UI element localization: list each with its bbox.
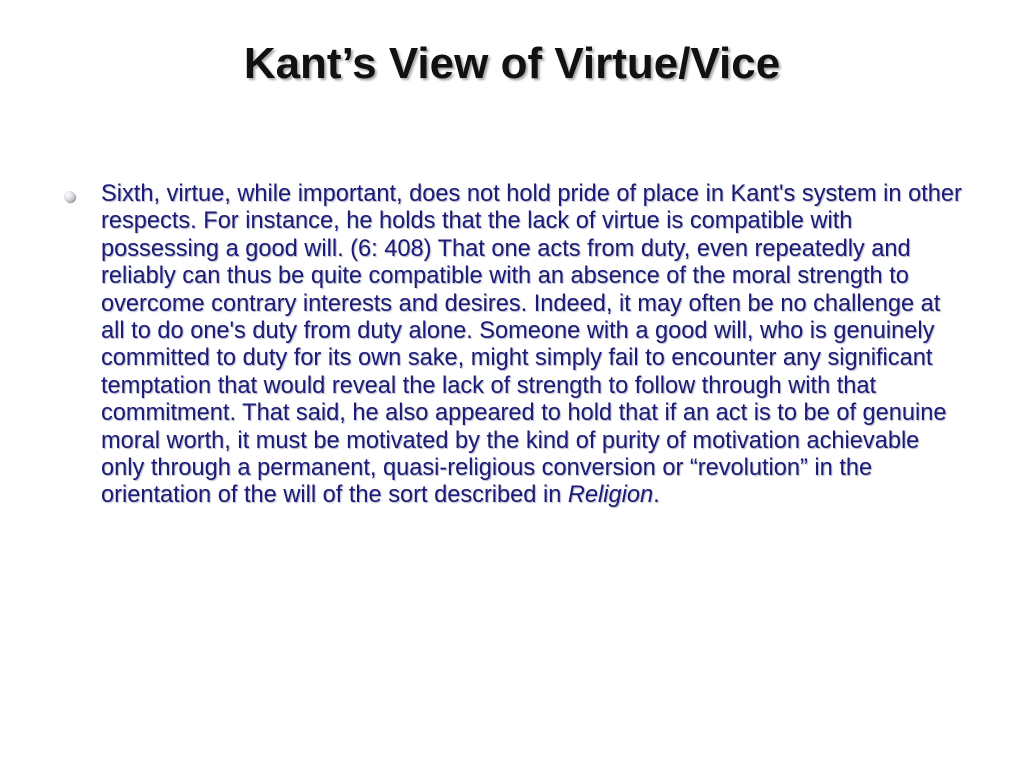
bullet-suffix: . <box>653 482 660 509</box>
bullet-dot-icon <box>64 191 75 202</box>
bullet-emphasis-religion: Religion <box>567 482 654 509</box>
bullet-text: Sixth, virtue, while important, does not hold pride of place in Kant's system in other respects. For instance, he holds that the lack of virtue is compatible with possessing a good will. (6: 408) That one acts from duty, even repeatedly and reliably can thus be quite compatible with an absence of the moral strength to overcome contrary interests and desires. Indeed, it may often be no challenge at all to do one's duty from duty alone. Someone with a good will, who is genuinely committed to duty for its own sake, might simply fail to encounter any significant temptation that would reveal the lack of strength to follow through with that commitment. That said, he also appeared to hold that if an act is to be of genuine moral worth, it must be motivated by the kind of purity of motivation achievable only through a permanent, quasi-religious conversion or “revolution” in the orientation of the will of the sort described in <box>101 181 962 509</box>
slide-title: Kant’s View of Virtue/Vice <box>243 39 781 88</box>
bullet-list <box>62 181 967 510</box>
bullet-item <box>62 181 967 510</box>
